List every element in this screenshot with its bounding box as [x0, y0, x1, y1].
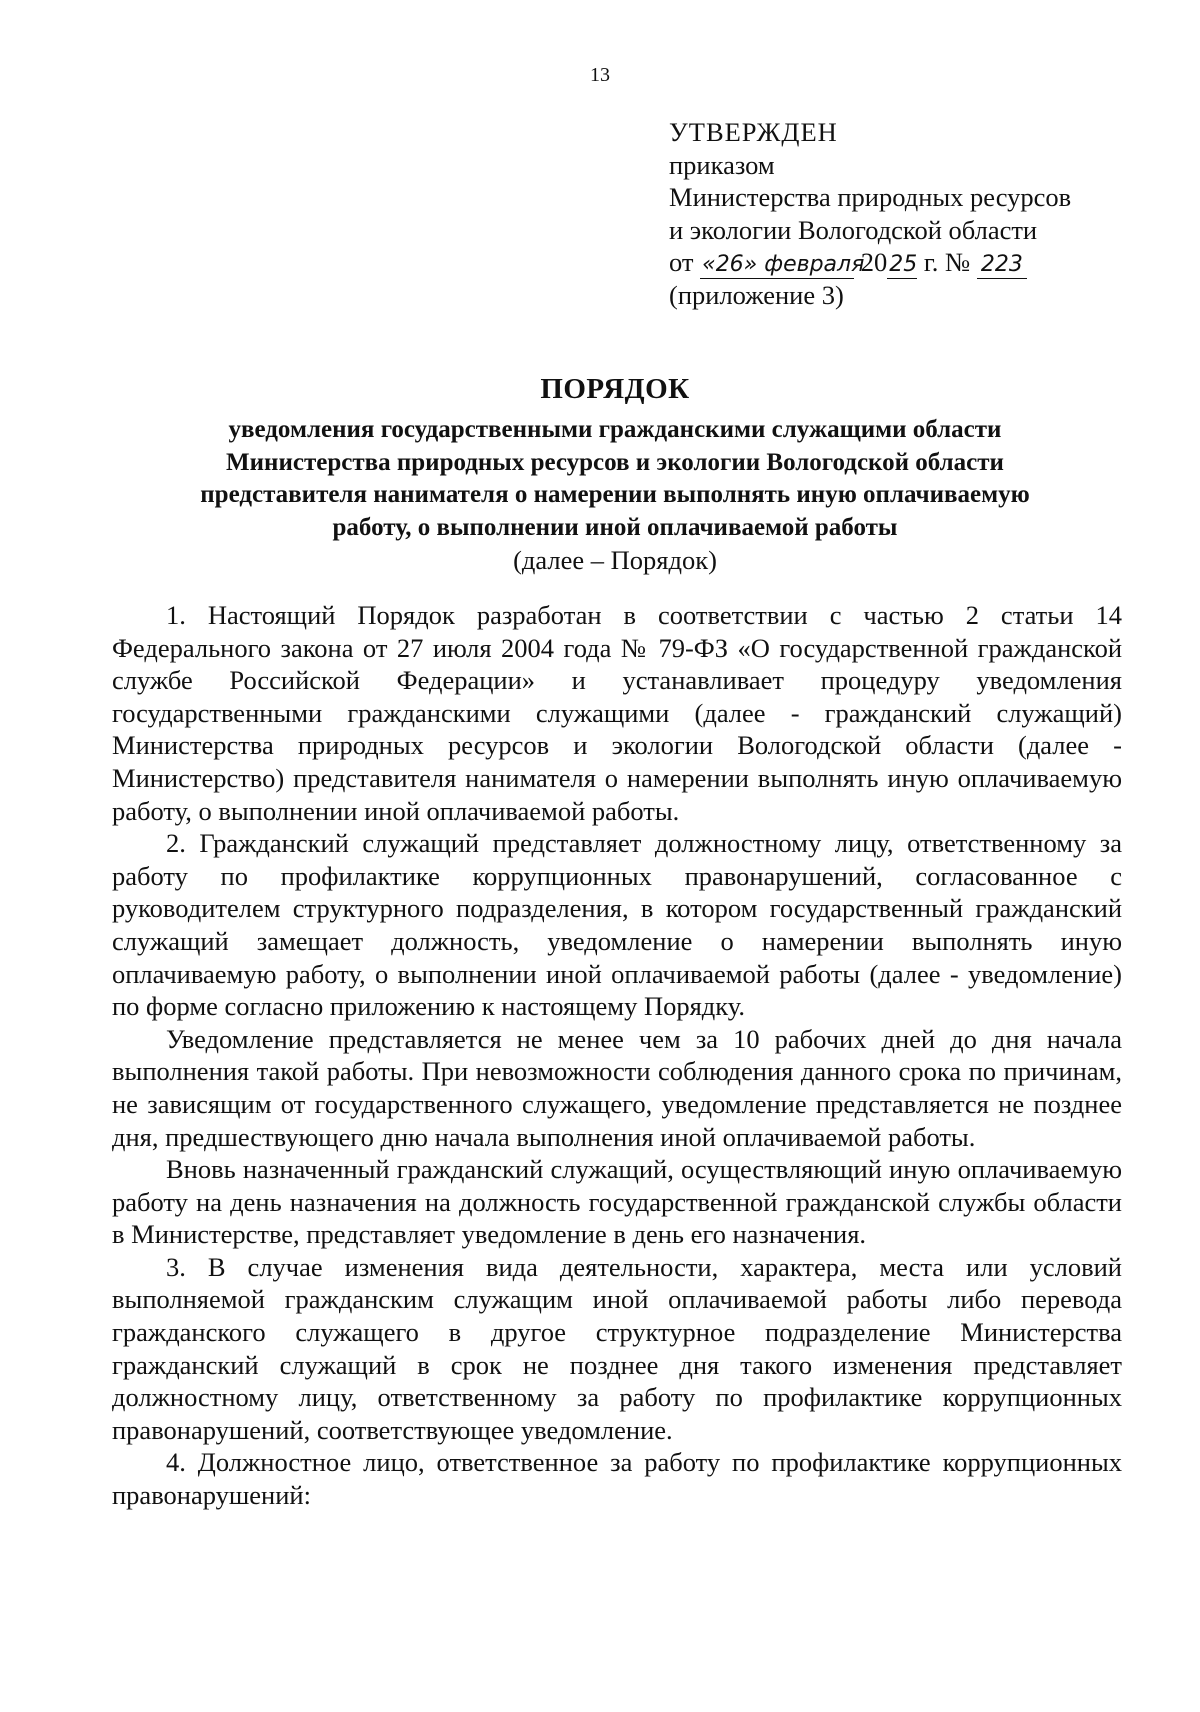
approved-by-order: приказом — [669, 149, 775, 180]
approved-heading: УТВЕРЖДЕН — [669, 117, 838, 147]
document-title-block — [110, 372, 1120, 577]
paragraph: 3. В случае изменения вида деятельности, характера, места или условий выполняемой гражданским служащим иной оплачиваемой работы либо перевода гражданского служащего в другое структурное подразделение Министерства гражданский служащий в срок не позднее дня такого изменения представляет должностному лицу, ответственному за работу по профилактике коррупционных правонарушений, соответствующее уведомление. — [112, 1251, 1122, 1445]
paragraph: 4. Должностное лицо, ответственное за работу по профилактике коррупционных правонарушений: — [112, 1447, 1122, 1511]
document-subtitle-line-1: уведомления государственными гражданскими служащими области — [228, 416, 1002, 443]
document-title-note: (далее – Порядок) — [513, 545, 717, 575]
document-title: ПОРЯДОК — [540, 373, 690, 405]
paragraph: Уведомление представляется не менее чем за 10 рабочих дней до дня начала выполнения такой работы. При невозможности соблюдения данного срока по причинам, не зависящим от государственного служащего, уведомление представляется не позднее дня, предшествующего дню начала выполнения иной оплачиваемой работы. — [112, 1023, 1122, 1152]
approval-stamp-block — [669, 116, 1169, 312]
year-prefix: 20 — [860, 247, 888, 277]
page-number: 13 — [590, 64, 610, 86]
ministry-line-2: и экологии Вологодской области — [669, 214, 1038, 245]
paragraph: 2. Гражданский служащий представляет должностному лицу, ответственному за работу по профилактике коррупционных правонарушений, согласованное с руководителем структурного подразделения, в котором государственный гражданский служащий замещает должность, уведомление о намерении выполнять иную оплачиваемую работу, о выполнении иной оплачиваемой работы (далее - уведомление) по форме согласно приложению к настоящему Порядку. — [112, 828, 1122, 1022]
document-subtitle-line-4: работу, о выполнении иной оплачиваемой работы — [332, 513, 898, 541]
document-subtitle-line-2: Министерства природных ресурсов и экологии Вологодской области — [226, 448, 1004, 476]
document-subtitle-line-3: представителя нанимателя о намерении выполнять иную оплачиваемую — [200, 481, 1030, 508]
ministry-line-1: Министерства природных ресурсов — [669, 182, 1072, 212]
year-suffix: г. № — [923, 247, 971, 277]
order-date-line — [669, 246, 1169, 279]
handwritten-date: «26» февраля — [702, 252, 865, 277]
handwritten-order-number: 223 — [977, 252, 1027, 279]
paragraph: 1. Настоящий Порядок разработан в соответствии с частью 2 статьи 14 Федерального закона от 27 июля 2004 года № 79-ФЗ «О государственной гражданской службе Российской Федерации» и устанавливает процедуру уведомления государственными гражданскими служащими (далее - гражданский служащий) Министерства природных ресурсов и экологии Вологодской области (далее - Министерство) представителя нанимателя о намерении выполнять иную оплачиваемую работу, о выполнении иной оплачиваемой работы. — [112, 600, 1122, 826]
handwritten-year: 25 — [889, 252, 918, 277]
document-body — [112, 599, 1122, 1512]
from-label: от — [669, 247, 694, 277]
paragraph: Вновь назначенный гражданский служащий, осуществляющий иную оплачиваемую работу на день назначения на должность государственной гражданской службы области в Министерстве, представляет уведомление в день его назначения. — [112, 1154, 1122, 1250]
annex-label: (приложение 3) — [669, 280, 844, 310]
